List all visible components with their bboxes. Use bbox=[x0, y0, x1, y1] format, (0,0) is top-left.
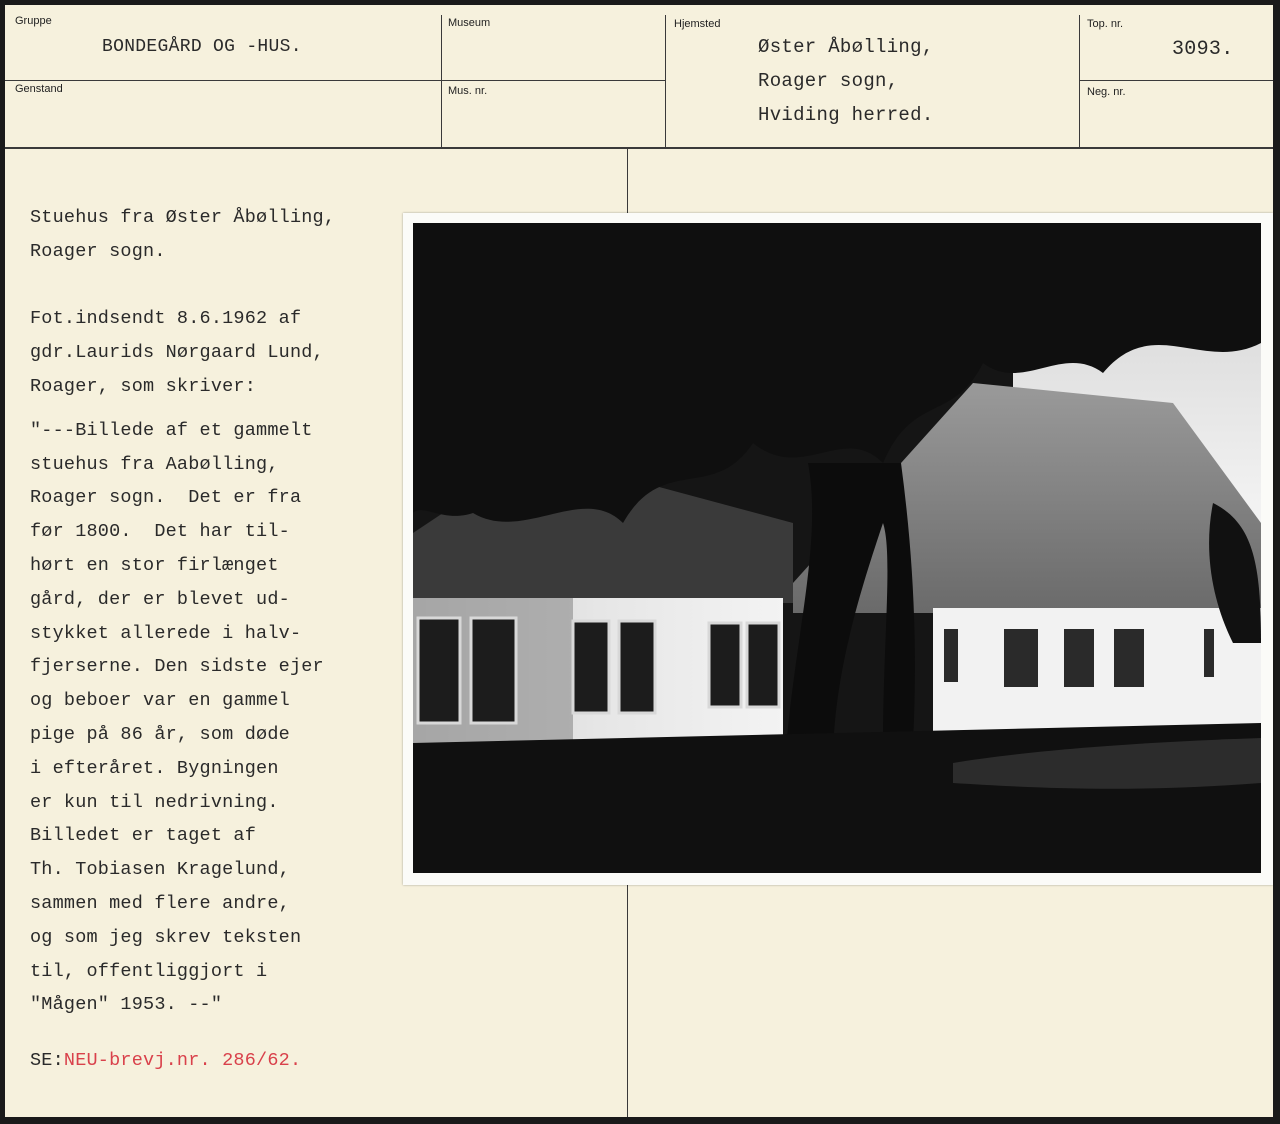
mounted-photograph bbox=[403, 213, 1273, 885]
text-line: stykket allerede i halv- bbox=[30, 622, 302, 644]
farmhouse-photo bbox=[413, 223, 1261, 873]
text-line: "Mågen" 1953. --" bbox=[30, 994, 223, 1016]
top-nr-value: 3093. bbox=[1172, 38, 1234, 61]
text-line: pige på 86 år, som døde bbox=[30, 723, 290, 745]
museum-left-rule bbox=[441, 15, 442, 147]
text-line: og beboer var en gammel bbox=[30, 690, 290, 712]
text-line: Roager, som skriver: bbox=[30, 375, 257, 397]
gruppe-value: BONDEGÅRD OG -HUS. bbox=[102, 37, 302, 57]
text-line: Roager sogn. bbox=[30, 240, 166, 262]
text-line: Th. Tobiasen Kragelund, bbox=[30, 859, 290, 881]
text-line: "---Billede af et gammelt bbox=[30, 419, 313, 441]
text-line: gård, der er blevet ud- bbox=[30, 588, 290, 610]
text-line: Roager sogn. Det er fra bbox=[30, 487, 302, 509]
reference-line bbox=[30, 1044, 335, 1078]
header-bottom-rule bbox=[5, 147, 1273, 149]
text-line: Fot.indsendt 8.6.1962 af bbox=[30, 308, 302, 330]
text-line: Stuehus fra Øster Åbølling, bbox=[30, 207, 336, 228]
text-line: Billedet er taget af bbox=[30, 825, 257, 847]
text-line: gdr.Laurids Nørgaard Lund, bbox=[30, 342, 324, 364]
neg-nr-label: Neg. nr. bbox=[1087, 86, 1126, 98]
topnr-left-rule bbox=[1079, 15, 1080, 147]
reference-number: NEU-brevj.nr. 286/62. bbox=[63, 1050, 302, 1072]
reference-prefix: SE: bbox=[30, 1050, 64, 1072]
text-line: fjerserne. Den sidste ejer bbox=[30, 656, 324, 678]
top-nr-label: Top. nr. bbox=[1087, 18, 1124, 30]
card-description bbox=[30, 201, 335, 1078]
text-line: sammen med flere andre, bbox=[30, 892, 290, 914]
farmhouse-image bbox=[413, 223, 1261, 873]
text-line: er kun til nedrivning. bbox=[30, 791, 279, 813]
archive-card bbox=[5, 5, 1273, 1117]
text-line bbox=[30, 269, 335, 303]
text-line: til, offentliggjort i bbox=[30, 960, 268, 982]
text-line: og som jeg skrev teksten bbox=[30, 926, 302, 948]
gruppe-genstand-rule bbox=[5, 80, 665, 81]
hjemsted-left-rule bbox=[665, 15, 666, 147]
text-line: stuehus fra Aabølling, bbox=[30, 453, 279, 475]
text-line: før 1800. Det har til- bbox=[30, 521, 290, 543]
topnr-negnr-rule bbox=[1079, 80, 1273, 81]
hjemsted-label: Hjemsted bbox=[674, 18, 721, 30]
gruppe-label: Gruppe bbox=[15, 15, 52, 27]
mus-nr-label: Mus. nr. bbox=[448, 85, 488, 97]
text-line: hørt en stor firlænget bbox=[30, 554, 279, 576]
hjemsted-line-1: Øster Åbølling, bbox=[758, 36, 934, 58]
hjemsted-line-2: Roager sogn, bbox=[758, 70, 899, 92]
text-line: i efteråret. Bygningen bbox=[30, 757, 279, 779]
genstand-label: Genstand bbox=[15, 83, 63, 95]
museum-label: Museum bbox=[448, 17, 491, 29]
hjemsted-line-3: Hviding herred. bbox=[758, 104, 934, 126]
